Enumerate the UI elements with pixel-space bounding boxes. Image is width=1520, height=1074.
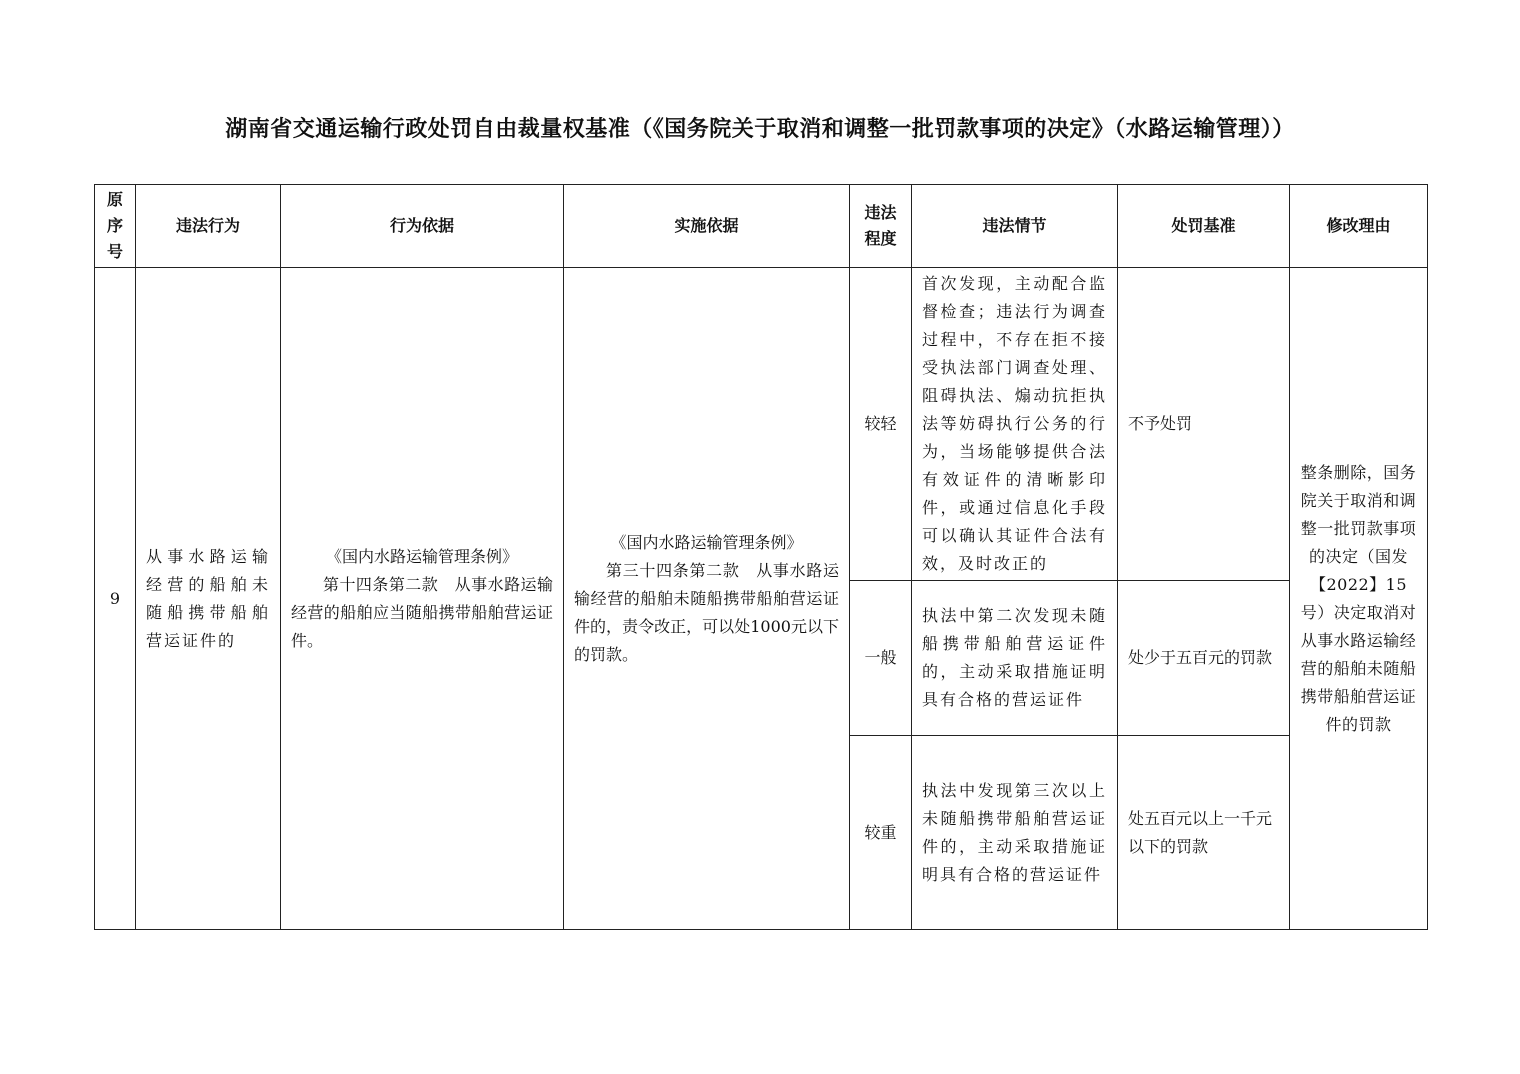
page-title: 湖南省交通运输行政处罚自由裁量权基准（《国务院关于取消和调整一批罚款事项的决定》（水路运输管理）） xyxy=(225,117,1295,142)
cell-degree-severe: 较重 xyxy=(850,736,912,930)
header-reason: 修改理由 xyxy=(1290,185,1428,268)
cell-penalty-severe: 处五百元以上一千元以下的罚款 xyxy=(1118,736,1290,930)
header-penalty-standard: 处罚基准 xyxy=(1118,185,1290,268)
cell-conduct-basis xyxy=(281,268,564,930)
cell-degree-light: 较轻 xyxy=(850,268,912,581)
header-seq: 原序号 xyxy=(95,185,136,268)
cell-violation: 从事水路运输经营的船舶未随船携带船舶营运证件的 xyxy=(136,268,281,930)
cell-penalty-normal: 处少于五百元的罚款 xyxy=(1118,581,1290,736)
implementation-basis-text: 第三十四条第二款 从事水路运输经营的船舶未随船携带船舶营运证件的，责令改正，可以处1000元以下的罚款。 xyxy=(574,560,839,664)
table-row xyxy=(95,268,1428,581)
cell-reason: 整条删除，国务院关于取消和调整一批罚款事项的决定（国发【2022】15号）决定取消对从事水路运输经营的船舶未随船携带船舶营运证件的罚款 xyxy=(1290,268,1428,930)
header-row xyxy=(95,185,1428,268)
conduct-basis-law-name: 《国内水路运输管理条例》 xyxy=(325,546,518,566)
header-conduct-basis: 行为依据 xyxy=(281,185,564,268)
header-implementation-basis: 实施依据 xyxy=(564,185,850,268)
cell-implementation-basis xyxy=(564,268,850,930)
cell-circumstances-light: 首次发现，主动配合监督检查；违法行为调查过程中，不存在拒不接受执法部门调查处理、阻碍执法、煽动抗拒执法等妨碍执行公务的行为，当场能够提供合法有效证件的清晰影印件，或通过信息化手段可以确认其证件合法有效，及时改正的 xyxy=(912,268,1118,581)
penalty-table xyxy=(94,184,1428,930)
cell-circumstances-severe: 执法中发现第三次以上未随船携带船舶营运证件的，主动采取措施证明具有合格的营运证件 xyxy=(912,736,1118,930)
conduct-basis-text: 第十四条第二款 从事水路运输经营的船舶应当随船携带船舶营运证件。 xyxy=(291,574,553,650)
implementation-basis-law-name: 《国内水路运输管理条例》 xyxy=(610,532,803,552)
cell-degree-normal: 一般 xyxy=(850,581,912,736)
cell-circumstances-normal: 执法中第二次发现未随船携带船舶营运证件的，主动采取措施证明具有合格的营运证件 xyxy=(912,581,1118,736)
header-circumstances: 违法情节 xyxy=(912,185,1118,268)
cell-penalty-light: 不予处罚 xyxy=(1118,268,1290,581)
header-degree: 违法程度 xyxy=(850,185,912,268)
header-violation: 违法行为 xyxy=(136,185,281,268)
cell-seq: 9 xyxy=(95,268,136,930)
